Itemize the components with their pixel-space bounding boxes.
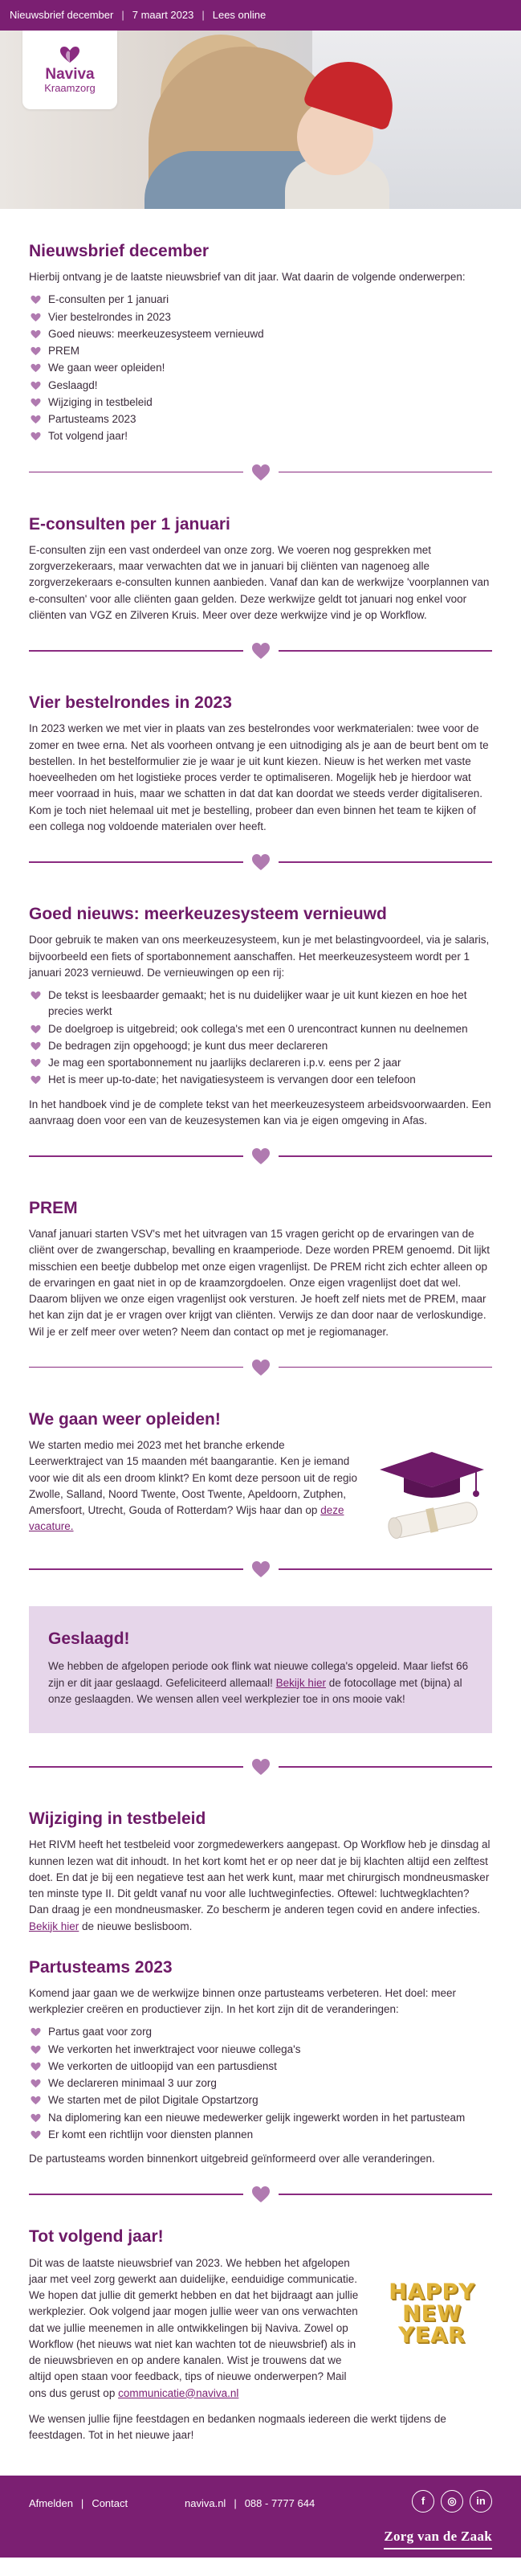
heart-divider-icon [251,1560,271,1578]
divider: | [234,2497,237,2510]
section-title: Nieuwsbrief december [29,242,210,260]
section-outro: We wensen jullie fijne feestdagen en bedanken nogmaals iedereen die werkt tijdens de feestdagen. Tot in het nieuwe jaar! [29,2412,446,2442]
list-item: Tot volgend jaar! [29,428,492,444]
intro-text: Hierbij ontvang je de laatste nieuwsbrief van dit jaar. Wat daarin de volgende onderwerpen: [29,271,466,284]
heart-bullet-icon [31,329,41,339]
heart-bullet-icon [31,415,41,424]
section-text: Door gebruik te maken van ons meerkeuzesysteem, kun je met belastingvoordeel, via je salaris, bijvoorbeeld een fiets of sportabonnement aanschaffen. Het meerkeuzesysteem wordt per 1 januari 2023 vernieuwd. De vernieuwingen op een rij: [29,934,490,979]
heart-bullet-icon [31,1075,41,1085]
divider: | [201,8,205,21]
heart-divider-icon [251,1147,271,1165]
section-title: Vier bestelrondes in 2023 [29,693,232,713]
email-link[interactable]: communicatie@naviva.nl [118,2386,239,2399]
section-outro: In het handboek vind je de complete tekst van het meerkeuzesysteem arbeidsvoorwaarden. Een aanvraag doen voor een van de keuzesystemen kan via je eigen omgeving in Afas. [29,1098,491,1126]
heart-bullet-icon [31,991,41,1000]
heart-bullet-icon [31,313,41,322]
bestelrondes-section [29,660,492,872]
heart-bullet-icon [31,2113,41,2123]
newsletter-title: Nieuwsbrief december [10,8,114,21]
list-item: Er komt een richtlijn voor diensten plannen [29,2127,492,2143]
heart-bullet-icon [31,346,41,356]
section-text: Het RIVM heeft het testbeleid voor zorgmedewerkers aangepast. Op Workflow heb je dinsdag al kunnen lezen wat dit inhoudt. In het kort komt het er op neer dat je bij klachten altijd een zelftest doet. En dat je bij een negatieve test aan het werk kunt, maar met chirurgisch mondneusmasker ten minste type II. Dit geldt vanaf nu voor alle luchtweginfecties. Oftewel: luchtwegklachten? Dan draag je een mondneusmasker. Zo bescherm je anderen tegen covid en andere infecties. Bekijk hier de nieuwe beslisboom. [29,1838,490,1932]
heart-divider [29,1560,492,1579]
section-text: Vanaf januari starten VSV's met het uitvragen van 15 vragen gericht op de ervaringen van de cliënt over de zwangerschap, bevalling en kraamperiode. Deze worden PREM genoemd. Dit lijkt misschien een beetje dubbelop met onze eigen vragenlijst. De PREM richt zich echter alleen op de ervaringen en gaat niet in op de kraamzorgdoelen. Onze eigen vragenlijst doet dat wel. Daarom blijven we onze eigen vragenlijst ook versturen. Je hoeft zelf niets met de PREM, maar het kan zijn dat je er vragen over krijgt van cliënten. Verwijs ze dan door naar de verloskundige. Wil je er zelf meer over weten? Neem dan contact op met je regiomanager. [29,1228,490,1338]
heart-divider-icon [251,642,271,660]
vacancy-link[interactable]: deze vacature. [29,1504,344,1533]
heart-divider-icon [251,853,271,871]
econsulten-section [29,482,492,660]
list-item: Vier bestelrondes in 2023 [29,309,492,325]
zorg-van-de-zaak-logo[interactable]: Zorg van de Zaak [384,2527,492,2550]
divider: | [80,2497,84,2510]
heart-bullet-icon [31,2096,41,2105]
section-text: E-consulten zijn een vast onderdeel van onze zorg. We voeren nog gesprekken met zorgverzekeraars, maar verwachten dat we in januari bij cliënten van nagenoeg alle zorgverzekeraars e-consulten kunnen aanbieden. Vanaf dan kan de werkwijze 'voorplannen van e-consulten' voor alle cliënten gaan gelden. Deze werkwijze geldt tot januari nog enkel voor cliënten van VGZ en Zilveren Kruis. Meer over deze werkwijze vind je op Workflow. [29,543,490,621]
social-links [412,2490,492,2513]
topic-list [29,292,492,444]
list-item: PREM [29,343,492,359]
section-title: E-consulten per 1 januari [29,514,230,534]
unsubscribe-link[interactable]: Afmelden [29,2497,73,2510]
section-text: We starten medio mei 2023 met het branche erkende Leerwerktraject van 15 maanden mét baangarantie. Ken je iemand voor wie dit als een droom klinkt? En komt deze persoon uit de regio Zwolle, Salland, Noord Twente, Oost Twente, Apeldoorn, Zutphen, Amersfoort, Utrecht, Gouda of Rotterdam? Wijs haar dan op deze vacature. [29,1439,357,1533]
heart-divider [29,2185,492,2204]
section-text: In 2023 werken we met vier in plaats van zes bestelrondes voor werkmaterialen: twee voor de zomer en twee erna. Net als voorheen ontvang je een uitnodiging als je aan de beurt bent om te bestellen. In het bestelformulier zie je waar je uit kunt kiezen. Nieuw is het werken met vaste hoeveelheden om het logistieke proces verder te optimaliseren. Mogelijk heb je hierdoor wat meer voorraad in huis, maar we schatten in dat dat kan doordat we steeds verder digitaliseren. Kom je toch niet helemaal uit met je bestelling, probeer dan even binnen het team te kijken of een collega nog voldoende materialen over heeft. [29,722,489,832]
happy-new-year-image: HAPPY NEW YEAR [389,2280,475,2349]
heart-divider-icon [251,1359,271,1376]
heart-bullet-icon [31,1058,41,1068]
list-item: Je mag een sportabonnement nu jaarlijks declareren i.p.v. eens per 2 jaar [29,1055,492,1071]
list-item: Na diplomering kan een nieuwe medewerker gelijk ingewerkt worden in het partusteam [29,2110,492,2126]
photo-collage-link[interactable]: Bekijk hier [275,1676,326,1689]
section-title: Geslaagd! [48,1629,130,1649]
website-link[interactable]: naviva.nl [185,2497,226,2510]
heart-divider [29,641,492,660]
partusteams-section [29,1935,492,2205]
heart-divider-icon [251,464,271,481]
section-outro: De partusteams worden binnenkort uitgebreid geïnformeerd over alle veranderingen. [29,2153,435,2165]
heart-bullet-icon [31,2027,41,2037]
linkedin-icon[interactable]: in [470,2490,492,2513]
heart-bullet-icon [31,2130,41,2140]
list-item: Goed nieuws: meerkeuzesysteem vernieuwd [29,326,492,342]
divider: | [121,8,124,21]
heart-bullet-icon [31,431,41,441]
section-title: We gaan weer opleiden! [29,1409,221,1429]
list-item: Wijziging in testbeleid [29,395,492,411]
section-text: Dit was de laatste nieuwsbrief van 2023. We hebben het afgelopen jaar met veel zorg gewerkt aan duidelijke, eenduidige communicatie. We hopen dat jullie dit gemerkt hebben en dat het bijdraagt aan jullie werkplezier. Ook volgend jaar mogen jullie weer van ons verwachten dat we jullie meenemen in alle ontwikkelingen bij Naviva. Zowel op Workflow (het nieuws wat niet kan wachten tot de nieuwsbrief) als in de nieuwsbrieven en op andere kanalen. Wist je trouwens dat we altijd open staan voor feedback, tips of nieuwe onderwerpen? Mail ons dus gerust op communicatie@naviva.nl [29,2256,359,2399]
heart-divider [29,1147,492,1166]
section-text: Komend jaar gaan we de werkwijze binnen onze partusteams verbeteren. Het doel: meer werkplezier creëren en productiever zijn. In het kort zijn dit de veranderingen: [29,1986,457,2016]
heart-bullet-icon [31,363,41,373]
heart-bullet-icon [31,381,41,390]
list-item: We declareren minimaal 3 uur zorg [29,2075,492,2091]
prem-section [29,1166,492,1377]
list-item: De bedragen zijn opgehoogd; je kunt dus meer declareren [29,1038,492,1054]
change-list [29,987,492,1089]
read-online-link[interactable]: Lees online [212,8,267,21]
list-item: We verkorten de uitloopijd van een partusdienst [29,2059,492,2075]
list-item: We starten met de pilot Digitale Opstartzorg [29,2092,492,2108]
meerkeuze-section [29,872,492,1166]
heart-bullet-icon [31,1041,41,1051]
heart-bullet-icon [31,2079,41,2088]
newsletter-date: 7 maart 2023 [132,8,194,21]
list-item: Partusteams 2023 [29,411,492,427]
section-title: Partusteams 2023 [29,1957,173,1977]
section-title: Wijziging in testbeleid [29,1809,206,1829]
geslaagd-box [29,1606,492,1733]
list-item: E-consulten per 1 januari [29,292,492,308]
heart-logo-icon [59,46,80,63]
change-list [29,2024,492,2143]
heart-divider [29,853,492,872]
footer [0,2476,521,2558]
heart-divider [29,463,492,482]
list-item: We verkorten het inwerktraject voor nieuwe collega's [29,2042,492,2058]
graduation-illustration [372,1445,492,1542]
heart-bullet-icon [31,398,41,407]
section-title: Tot volgend jaar! [29,2227,164,2247]
list-item: Geslaagd! [29,378,492,394]
opleiden-section [29,1377,492,1579]
heart-bullet-icon [31,2045,41,2055]
heart-bullet-icon [31,2062,41,2071]
heart-divider [29,1358,492,1377]
heart-divider-icon [251,2186,271,2203]
phone-number[interactable]: 088 - 7777 644 [244,2497,315,2510]
heart-bullet-icon [31,1024,41,1034]
intro-section [29,209,492,482]
heart-divider-icon [251,1758,271,1776]
heart-bullet-icon [31,295,41,305]
graduation-cap-icon [372,1445,492,1542]
decision-tree-link[interactable]: Bekijk hier [29,1920,79,1932]
section-title: PREM [29,1199,78,1217]
top-bar [0,0,521,31]
instagram-icon[interactable]: ◎ [441,2490,463,2513]
testbeleid-section [29,1777,492,1935]
list-item: Het is meer up-to-date; het navigatiesysteem is vervangen door een telefoon [29,1072,492,1088]
heart-divider [29,1757,492,1777]
contact-link[interactable]: Contact [92,2497,128,2510]
list-item: We gaan weer opleiden! [29,360,492,376]
hero-image [0,31,521,209]
facebook-icon[interactable]: f [412,2490,434,2513]
section-text: We hebben de afgelopen periode ook flink wat nieuwe collega's opgeleid. Maar liefst 66 zijn er dit jaar geslaagd. Gefeliciteerd allemaal! Bekijk hier de fotocollage met (bijna) al onze geslaagden. We wensen allen veel werkplezier toe in ons mooie vak! [48,1660,469,1705]
section-title: Goed nieuws: meerkeuzesysteem vernieuwd [29,905,387,924]
list-item: De doelgroep is uitgebreid; ook collega's met een 0 urencontract kunnen nu deelnemen [29,1021,492,1037]
list-item: De tekst is leesbaarder gemaakt; het is nu duidelijker waar je uit kunt kiezen en hoe het precies werkt [29,987,492,1020]
naviva-logo[interactable]: Naviva Kraamzorg [22,31,117,109]
list-item: Partus gaat voor zorg [29,2024,492,2040]
tvj-section [29,2204,492,2443]
